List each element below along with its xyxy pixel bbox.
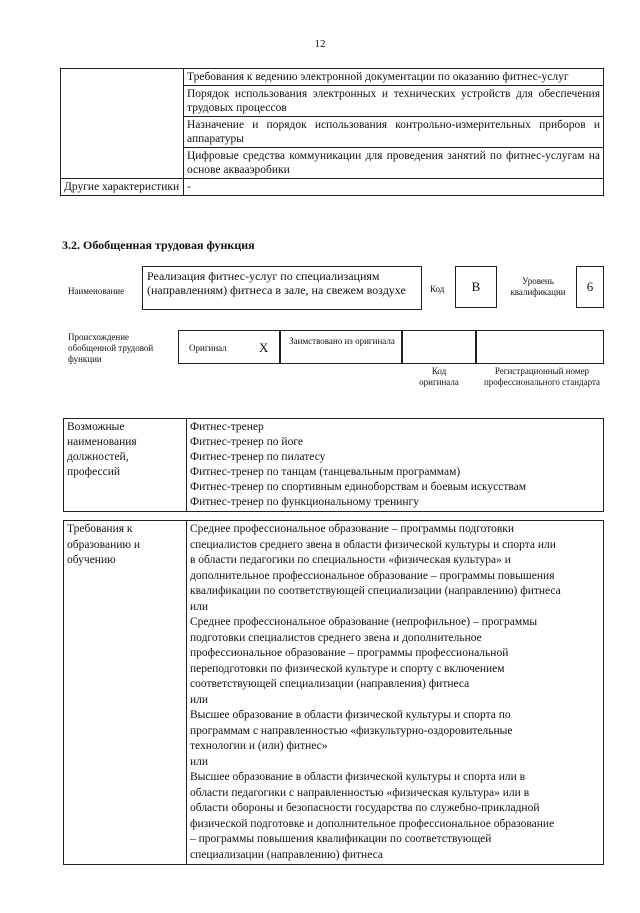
position-item: Фитнес-тренер по йоге [190, 436, 304, 448]
other-characteristics-label: Другие характеристики [61, 179, 184, 196]
position-item: Фитнес-тренер по танцам (танцевальным программам) [190, 466, 461, 478]
positions-label: Возможные наименования должностей, профессий [64, 419, 187, 512]
education-line: дополнительное профессиональное образование – программы повышения [190, 569, 555, 582]
education-line: Высшее образование в области физической культуры и спорта по [190, 709, 511, 721]
education-table [63, 520, 604, 865]
level-label: Уровень квалификации [510, 276, 566, 297]
original-mark: X [259, 340, 269, 355]
qualification-level-value: 6 [576, 266, 604, 308]
knowledge-row: Порядок использования электронных и технических устройств для обеспечения трудовых процессов [184, 86, 604, 117]
original-label: Оригинал [189, 343, 227, 353]
knowledge-row: Назначение и порядок использования контрольно-измерительных приборов и аппаратуры [184, 117, 604, 148]
knowledge-table [60, 68, 604, 196]
education-line: или [190, 600, 209, 613]
knowledge-label-cell [61, 69, 184, 179]
function-code-value: B [455, 266, 497, 308]
position-item: Фитнес-тренер по функциональному тренингу [190, 496, 420, 508]
section-title: 3.2. Обобщенная трудовая функция [62, 238, 255, 252]
education-line: области педагогики с направленностью «физическая культура» или в [190, 786, 530, 799]
origin-original-cell [178, 330, 280, 364]
education-line: – программы повышения квалификации по соответствующей [190, 833, 492, 845]
borrowed-label: Заимствовано из оригинала [289, 336, 395, 346]
page-number: 12 [314, 38, 326, 50]
function-name-value: Реализация фитнес-услуг по специализациям (направлениям) фитнеса в зале, на свежем воздухе [142, 266, 422, 310]
education-line: специалистов среднего звена в области физической культуры и спорта или [190, 538, 556, 551]
positions-list [187, 419, 604, 512]
code-original-label: Код оригинала [419, 366, 459, 387]
origin-borrowed-cell [280, 330, 402, 364]
education-line: Высшее образование в области физической культуры и спорта или в [190, 771, 526, 783]
education-line: переподготовки по физической культуре и спорту с включением [190, 662, 505, 675]
education-line: подготовки специалистов среднего звена и дополнительное [190, 631, 482, 644]
education-line: Среднее профессиональное образование (непрофильное) – программы [190, 616, 538, 628]
positions-table [63, 418, 604, 512]
education-line: Среднее профессиональное образование – программы подготовки [190, 523, 515, 535]
education-line: профессиональное образование – программы профессиональной [190, 647, 509, 659]
position-item: Фитнес-тренер по спортивным единоборствам и боевым искусствам [190, 481, 527, 493]
education-line: технологии и (или) фитнес» [190, 740, 328, 752]
origin-label: Происхождение обобщенной трудовой функции [68, 332, 154, 364]
education-line: квалификации по соответствующей специализации (направлению) фитнеса [190, 585, 561, 597]
education-line: программам с направленностью «физкультурно-оздоровительные [190, 724, 513, 737]
education-label: Требования к образованию и обучению [64, 521, 187, 865]
position-item: Фитнес-тренер [190, 421, 264, 433]
code-label: Код [430, 284, 445, 294]
education-requirements [187, 521, 604, 865]
education-line: соответствующей специализации (направления) фитнеса [190, 678, 470, 690]
origin-code-cell [402, 330, 476, 364]
reg-number-label: Регистрационный номер профессионального стандарта [483, 366, 601, 387]
name-label: Наименование [68, 286, 125, 296]
education-line: в области педагогики по специальности «физическая культура» и [190, 554, 511, 566]
education-line: специализации (направлению) фитнеса [190, 848, 383, 861]
knowledge-row: Цифровые средства коммуникации для проведения занятий по фитнес-услугам на основе аквааэробики [184, 148, 604, 179]
other-characteristics-value: - [184, 179, 604, 196]
education-line: области обороны и безопасности государства по служебно-прикладной [190, 802, 540, 814]
origin-reg-number-cell [476, 330, 604, 364]
knowledge-row: Требования к ведению электронной документации по оказанию фитнес-услуг [184, 69, 604, 86]
education-line: или [190, 755, 209, 768]
education-line: физической подготовке и дополнительное профессиональное образование [190, 817, 555, 830]
position-item: Фитнес-тренер по пилатесу [190, 451, 326, 463]
education-line: или [190, 693, 209, 706]
